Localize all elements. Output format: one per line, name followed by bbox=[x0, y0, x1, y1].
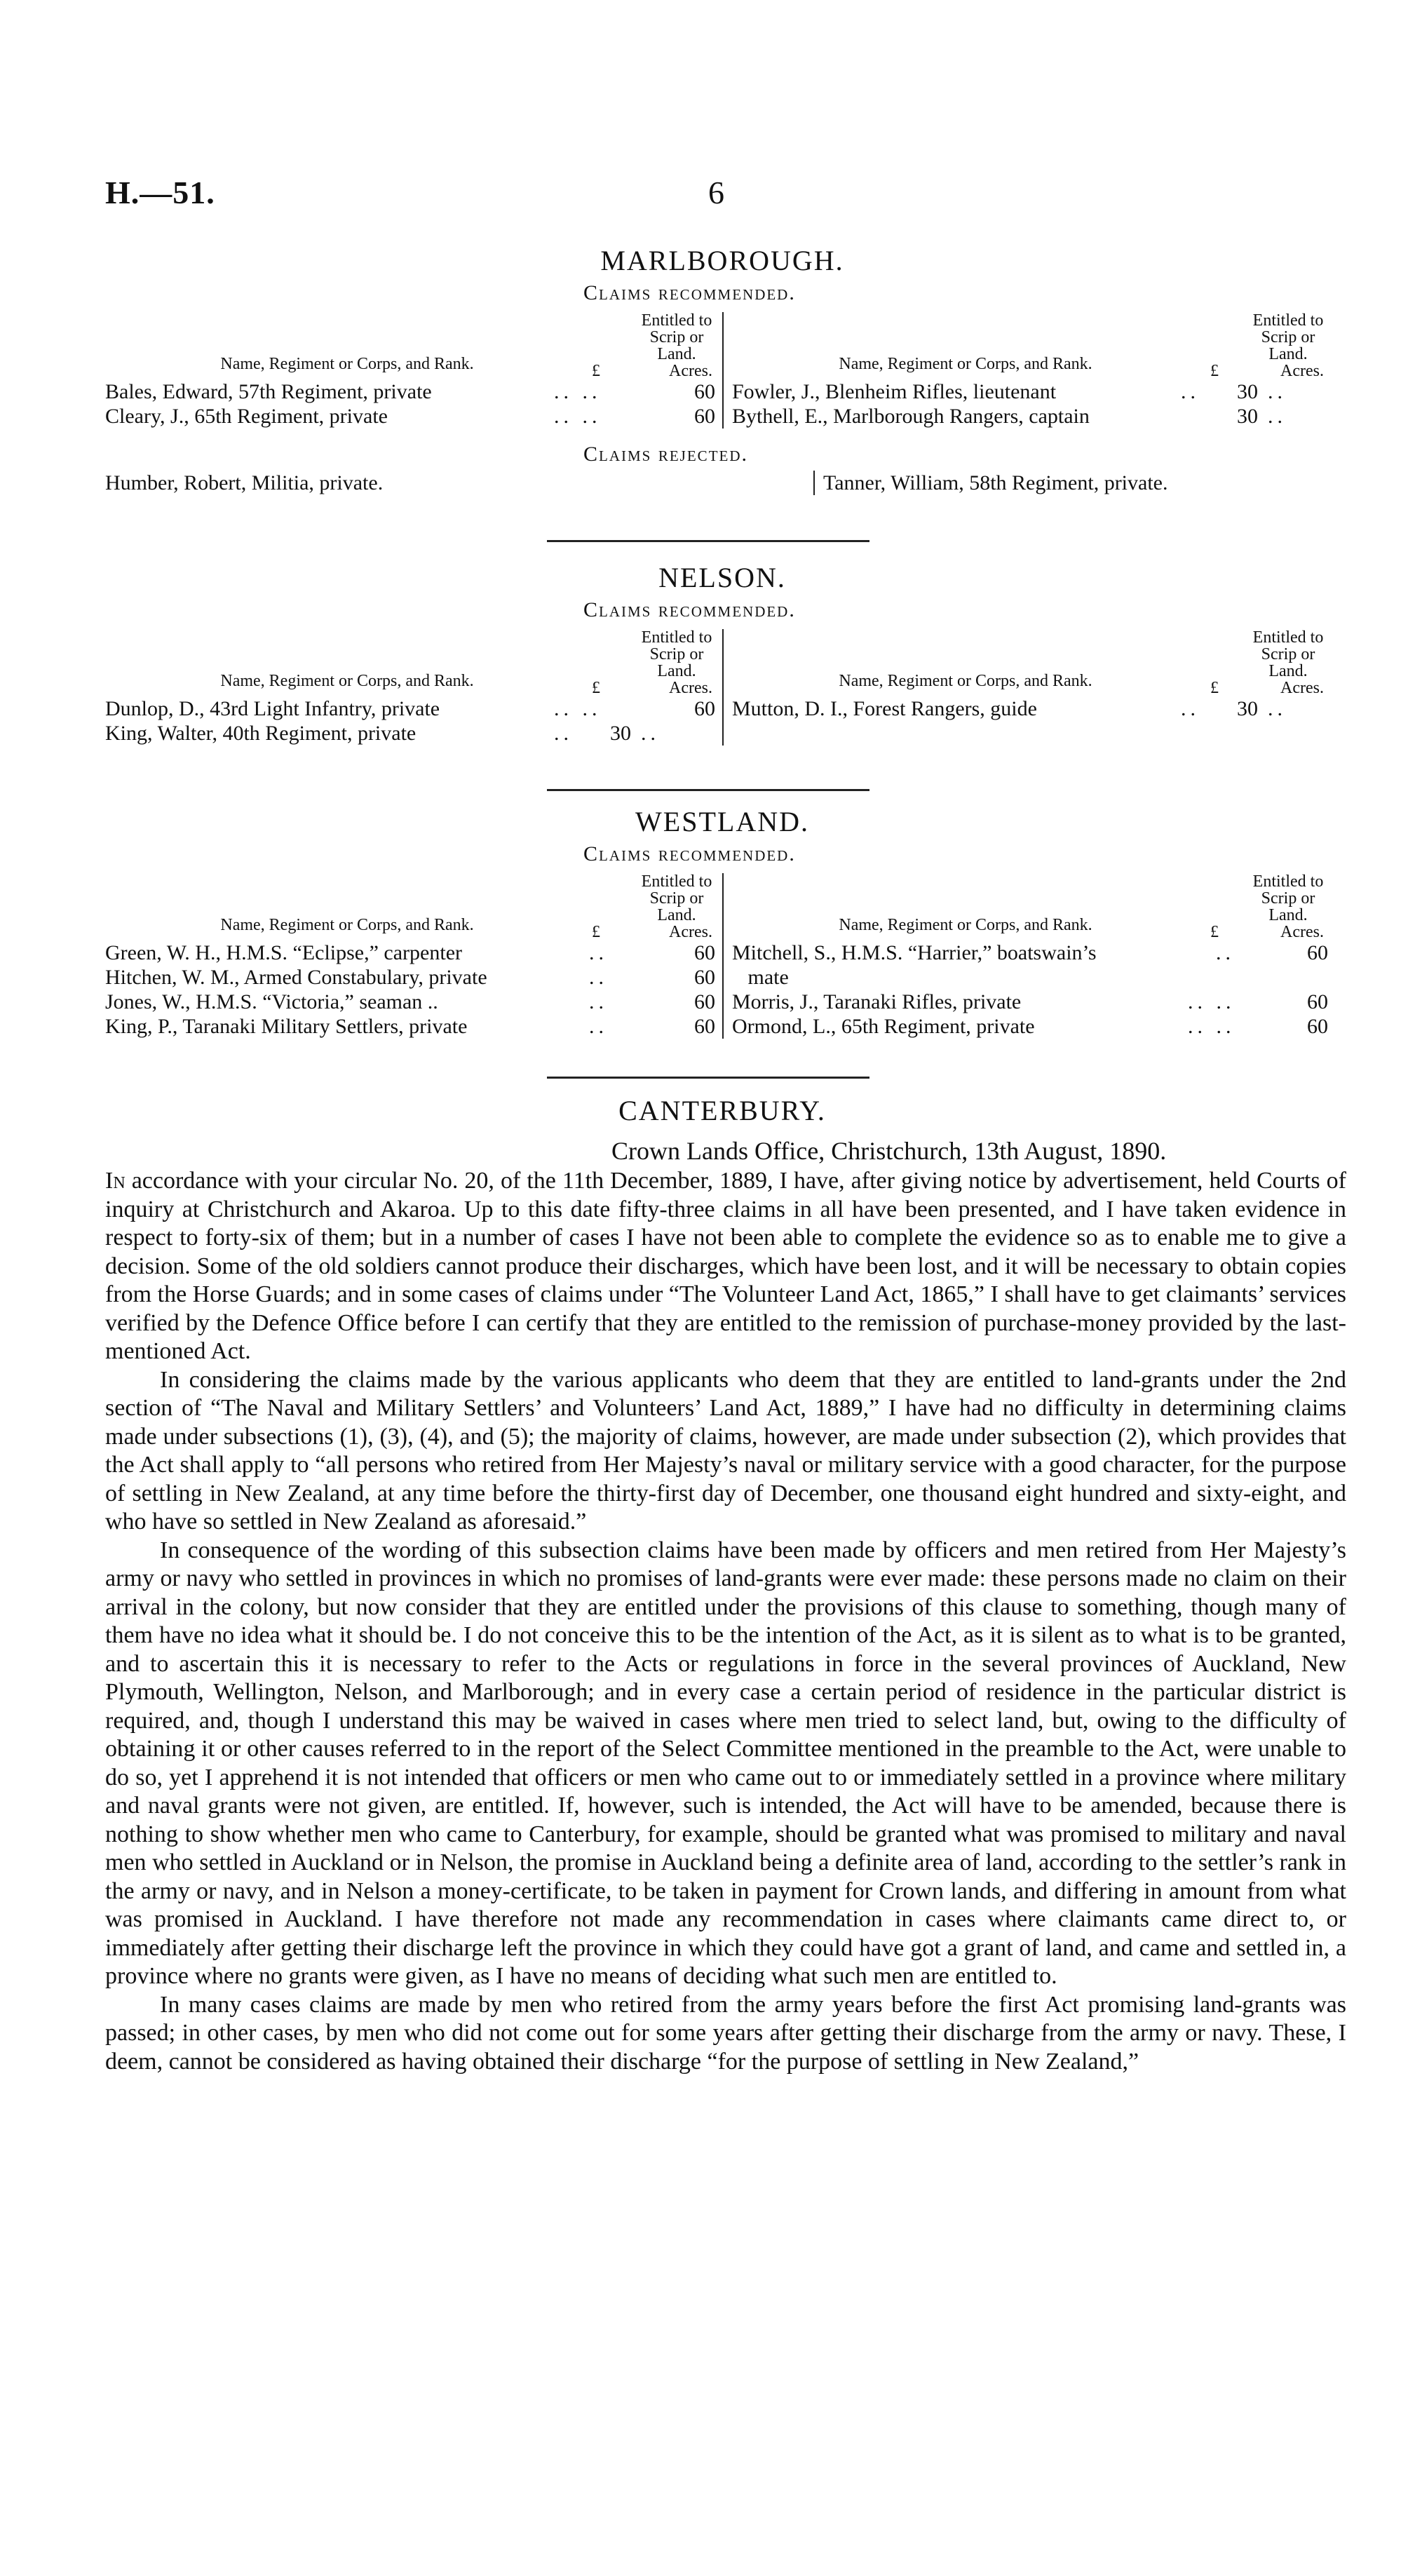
left-column bbox=[105, 629, 722, 746]
section-title: CANTERBURY. bbox=[618, 1095, 826, 1126]
table-row: Dunlop, D., 43rd Light Infantry, private .. .. 60 bbox=[105, 697, 715, 720]
table-row: Cleary, J., 65th Regiment, private .. .. 60 bbox=[105, 405, 715, 428]
canterbury-letter bbox=[105, 1167, 1346, 2076]
rejected-right: Tanner, William, 58th Regiment, private. bbox=[823, 471, 1168, 494]
paragraph: In considering the claims made by the various applicants who deem that they are entitled to land-grants under the 2nd section of “The Naval and Military Settlers’ and Volunteers’ Land Act, 1889,” I have had no difficulty in determining claims made under subsections (1), (3), (4), and (5); the majority of claims, however, are made under subsection (2), which provides that the Act shall apply to “all persons who retired from Her Majesty’s naval or military service with a good character, for the purpose of settling in New Zealand, at any time before the thirty-first day of December, one thousand eight hundred and sixty-eight, and who have so settled in New Zealand as aforesaid.” bbox=[105, 1366, 1346, 1535]
unit-pound: £ bbox=[592, 923, 600, 941]
unit-pound: £ bbox=[592, 362, 600, 380]
table-header bbox=[105, 312, 722, 379]
table-row: Fowler, J., Blenheim Rifles, lieutenant .. 30 .. bbox=[732, 380, 1287, 403]
table-row: Green, W. H., H.M.S. “Eclipse,” carpenter .. 60 bbox=[105, 941, 715, 964]
column-header-entitled: Entitled to Scrip or Land. bbox=[641, 872, 712, 924]
table-header bbox=[724, 629, 1334, 696]
paragraph: In consequence of the wording of this subsection claims have been made by officers and men retired from Her Majesty’s army or navy who settled in provinces in which no promises of land-grants were ever made: these persons made no claim on their arrival in the colony, but now consider that they are entitled under the provisions of this clause to something, though many of them have no idea what it should be. I do not conceive this to be the intention of the Act, as it is silent as to what is to be granted, and to ascertain this it is necessary to refer to the Acts or regulations in force in the several provinces of Auckland, New Plymouth, Wellington, Nelson, and Marlborough; and in every case a certain period of residence in the particular district is required, and, though I understand this may be waived in cases where men tried to select land, but, owing to the difficulty of obtaining it or other causes referred to in the report of the Select Committee mentioned in the preamble to the Act, were unable to do so, yet I apprehend it is not intended that officers or men who came out to or immediately settled in a province where military and naval grants were not given, are entitled. If, however, such is intended, the Act will have to be amended, because there is nothing to show whether men who came to Canterbury, for example, should be granted what was promised to military and naval men who settled in Auckland or in Nelson, the promise in Auckland being a definite area of land, according to the settler’s rank in the army or navy, and in Nelson a money-certificate, to be taken in payment for Crown lands, and differing in amount from what was promised in Auckland. I have therefore not made any recommendation in cases where claimants came direct to, or immediately after getting their discharge left the province in which they could have got a grant of land, and came and settled in, a province where no grants were given, as I have no means of deciding what such men are entitled to. bbox=[105, 1537, 1346, 1989]
left-column bbox=[105, 312, 722, 429]
table-row: Bales, Edward, 57th Regiment, private .. .. 60 bbox=[105, 380, 715, 403]
table-row: mate bbox=[732, 966, 789, 989]
claims-recommended-heading: Claims recommended. bbox=[583, 842, 796, 865]
right-column bbox=[724, 629, 1334, 746]
section-divider bbox=[547, 1077, 869, 1079]
column-header-entitled: Entitled to Scrip or Land. bbox=[1252, 628, 1324, 680]
column-header-name: Name, Regiment or Corps, and Rank. bbox=[220, 355, 474, 373]
section-divider bbox=[547, 789, 869, 791]
unit-acres: Acres. bbox=[1280, 679, 1324, 697]
unit-acres: Acres. bbox=[1280, 923, 1324, 941]
column-header-entitled: Entitled to Scrip or Land. bbox=[1252, 872, 1324, 924]
table-row: Morris, J., Taranaki Rifles, private .. .. 60 bbox=[732, 990, 1328, 1013]
table-row: Mitchell, S., H.M.S. “Harrier,” boatswain’s .. 60 bbox=[732, 941, 1328, 964]
claims-recommended-heading: Claims recommended. bbox=[583, 281, 796, 304]
unit-acres: Acres. bbox=[669, 679, 712, 697]
left-column bbox=[105, 873, 722, 1039]
table-row: Hitchen, W. M., Armed Constabulary, private .. 60 bbox=[105, 966, 715, 989]
unit-pound: £ bbox=[1210, 362, 1219, 380]
column-header-name: Name, Regiment or Corps, and Rank. bbox=[220, 916, 474, 934]
paragraph: In many cases claims are made by men who retired from the army years before the first Act promising land-grants was passed; in other cases, by men who did not come out for some years after getting their discharge from the army or navy. These, I deem, cannot be considered as having obtained their discharge “for the purpose of settling in New Zealand,” bbox=[105, 1991, 1346, 2075]
column-header-entitled: Entitled to Scrip or Land. bbox=[1252, 311, 1324, 363]
unit-pound: £ bbox=[592, 679, 600, 697]
unit-pound: £ bbox=[1210, 679, 1219, 697]
nelson-section bbox=[105, 561, 1339, 746]
right-column bbox=[724, 312, 1334, 429]
unit-pound: £ bbox=[1210, 923, 1219, 941]
table-row: Mutton, D. I., Forest Rangers, guide .. 30 .. bbox=[732, 697, 1287, 720]
column-header-name: Name, Regiment or Corps, and Rank. bbox=[839, 355, 1092, 373]
table-row: Jones, W., H.M.S. “Victoria,” seaman .. .. 60 bbox=[105, 990, 715, 1013]
drop-word: In bbox=[105, 1168, 126, 1194]
section-title: NELSON. bbox=[658, 562, 786, 593]
westland-section bbox=[105, 805, 1339, 1039]
section-divider bbox=[547, 540, 869, 542]
table-header bbox=[105, 873, 722, 940]
canterbury-title-block bbox=[105, 1094, 1339, 1127]
dateline: Crown Lands Office, Christchurch, 13th August, 1890. bbox=[611, 1137, 1167, 1165]
table-row: King, Walter, 40th Regiment, private .. 30 .. bbox=[105, 722, 660, 745]
column-header-name: Name, Regiment or Corps, and Rank. bbox=[839, 916, 1092, 934]
unit-acres: Acres. bbox=[669, 362, 712, 380]
right-column bbox=[724, 873, 1334, 1039]
table-row: Bythell, E., Marlborough Rangers, captain 30 .. bbox=[732, 405, 1287, 428]
paragraph: In accordance with your circular No. 20, of the 11th December, 1889, I have, after giving notice by advertisement, held Courts of inquiry at Christchurch and Akaroa. Up to this date fifty-three claims in all have been presented, and I have taken evidence in respect to forty-six of them; but in a number of cases I have not been able to complete the evidence so as to enable me to give a decision. Some of the old soldiers cannot produce their discharges, which have been lost, and it will be necessary to obtain copies from the Horse Guards; and in some cases of claims under “The Volunteer Land Act, 1865,” I shall have to get claimants’ services verified by the Defence Office before I can certify that they are entitled to the remission of purchase-money provided by the last-mentioned Act. bbox=[105, 1168, 1346, 1364]
table-row: King, P., Taranaki Military Settlers, private .. 60 bbox=[105, 1015, 715, 1038]
document-reference: H.—51. bbox=[105, 175, 215, 210]
column-header-entitled: Entitled to Scrip or Land. bbox=[641, 628, 712, 680]
table-header bbox=[724, 312, 1334, 379]
rejected-left: Humber, Robert, Militia, private. bbox=[105, 471, 384, 494]
unit-acres: Acres. bbox=[1280, 362, 1324, 380]
column-header-name: Name, Regiment or Corps, and Rank. bbox=[839, 672, 1092, 690]
unit-acres: Acres. bbox=[669, 923, 712, 941]
column-header-entitled: Entitled to Scrip or Land. bbox=[641, 311, 712, 363]
section-title: MARLBOROUGH. bbox=[600, 245, 844, 276]
marlborough-section bbox=[105, 244, 1339, 495]
table-row: Ormond, L., 65th Regiment, private .. .. 60 bbox=[732, 1015, 1328, 1038]
table-header bbox=[105, 629, 722, 696]
section-title: WESTLAND. bbox=[635, 806, 809, 837]
page-number: 6 bbox=[708, 175, 724, 210]
claims-recommended-heading: Claims recommended. bbox=[583, 598, 796, 621]
claims-rejected-heading: Claims rejected. bbox=[583, 443, 749, 466]
table-header bbox=[724, 873, 1334, 940]
column-header-name: Name, Regiment or Corps, and Rank. bbox=[220, 672, 474, 690]
